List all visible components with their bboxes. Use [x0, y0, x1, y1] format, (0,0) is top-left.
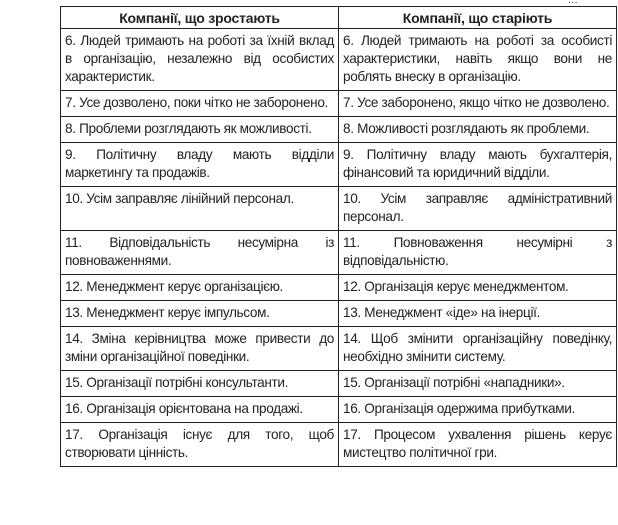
table-row [61, 301, 617, 327]
table-header-row [61, 7, 617, 29]
table-cell-growing: 6. Людей тримають на роботі за їхній вклад в організацію, незалежно від особистих характеристик. [61, 29, 339, 91]
table-cell-growing: 9. Політичну владу мають відділи маркетингу та продажів. [61, 143, 339, 187]
table-row [61, 397, 617, 423]
table-cell-aging: 12. Організація керує менеджментом. [339, 275, 617, 301]
table-cell-aging: 14. Щоб змінити організаційну поведінку, необхідно змінити систему. [339, 327, 617, 371]
column-header-aging: Компанії, що старіють [339, 7, 617, 29]
column-header-growing: Компанії, що зростають [61, 7, 339, 29]
table-cell-aging: 16. Організація одержима прибутками. [339, 397, 617, 423]
table-row [61, 143, 617, 187]
table-cell-growing: 16. Організація орієнтована на продажі. [61, 397, 339, 423]
table-row [61, 117, 617, 143]
cropped-header-fragment: ... [568, 0, 578, 6]
table-row [61, 371, 617, 397]
table-cell-aging: 11. Повноваження несумірні з відповідальністю. [339, 231, 617, 275]
table-row [61, 423, 617, 467]
table-cell-aging: 6. Людей тримають на роботі за особисті характеристики, навіть якщо вони не роблять внеску в організацію. [339, 29, 617, 91]
table-cell-aging: 13. Менеджмент «іде» на інерції. [339, 301, 617, 327]
table-cell-aging: 7. Усе заборонено, якщо чітко не дозволено. [339, 91, 617, 117]
table-row [61, 327, 617, 371]
table-cell-growing: 7. Усе дозволено, поки чітко не заборонено. [61, 91, 339, 117]
table-row [61, 275, 617, 301]
table-cell-growing: 14. Зміна керівництва може привести до зміни організаційної поведінки. [61, 327, 339, 371]
table-row [61, 29, 617, 91]
table-cell-growing: 10. Усім заправляє лінійний персонал. [61, 187, 339, 231]
table-cell-aging: 17. Процесом ухвалення рішень керує мистецтво політичної гри. [339, 423, 617, 467]
table-cell-aging: 15. Організації потрібні «нападники». [339, 371, 617, 397]
table-row [61, 231, 617, 275]
table-row [61, 91, 617, 117]
table-cell-growing: 15. Організації потрібні консультанти. [61, 371, 339, 397]
comparison-table [60, 6, 617, 467]
table-row [61, 187, 617, 231]
table-cell-growing: 8. Проблеми розглядають як можливості. [61, 117, 339, 143]
table-cell-growing: 13. Менеджмент керує імпульсом. [61, 301, 339, 327]
table-cell-growing: 17. Організація існує для того, щоб створювати цінність. [61, 423, 339, 467]
table-cell-aging: 8. Можливості розглядають як проблеми. [339, 117, 617, 143]
table-cell-aging: 9. Політичну владу мають бухгалтерія, фінансовий та юридичний відділи. [339, 143, 617, 187]
table-cell-growing: 12. Менеджмент керує організацією. [61, 275, 339, 301]
table-cell-aging: 10. Усім заправляє адміністративний персонал. [339, 187, 617, 231]
table-cell-growing: 11. Відповідальність несумірна із повноваженнями. [61, 231, 339, 275]
